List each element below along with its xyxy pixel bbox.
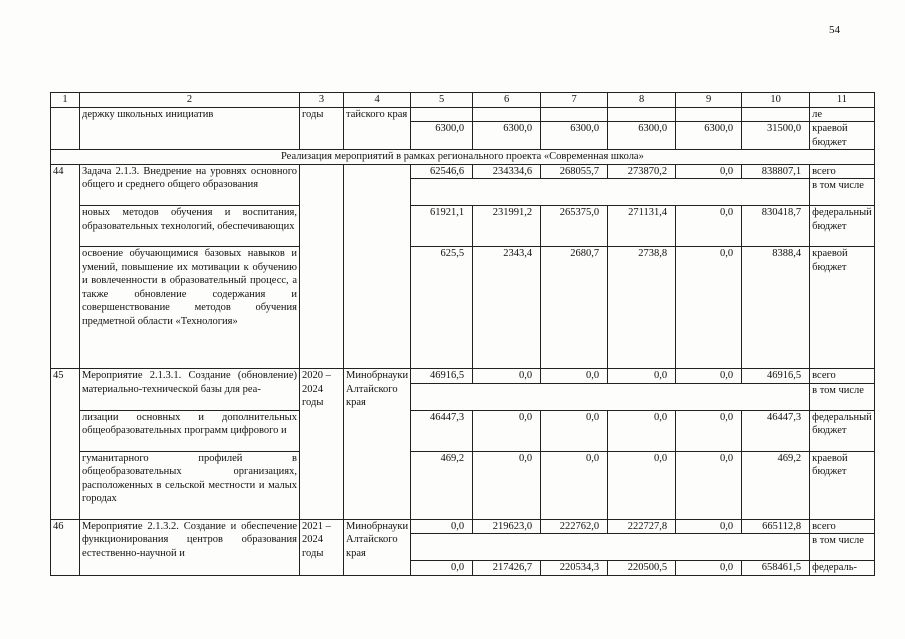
value-cell [742, 107, 810, 122]
funding-type-cell: всего [810, 164, 875, 179]
row-number-cell: 46 [51, 519, 80, 575]
value-cell [473, 107, 541, 122]
value-cell: 231991,2 [473, 206, 541, 247]
header-cell: 7 [541, 93, 608, 108]
value-cell: 0,0 [411, 519, 473, 534]
value-cell: 8388,4 [742, 247, 810, 369]
description-cell: Мероприятие 2.1.3.2. Создание и обеспечение функционирования центров образования естественно-научной и [80, 519, 300, 575]
years-cell: 2021 – 2024 годы [300, 519, 344, 575]
header-cell: 11 [810, 93, 875, 108]
value-cell: 0,0 [676, 369, 742, 384]
value-cell: 46916,5 [742, 369, 810, 384]
table-row [51, 369, 875, 384]
value-cell: 265375,0 [541, 206, 608, 247]
years-cell [300, 164, 344, 369]
executor-cell [344, 164, 411, 369]
row-number-cell: 44 [51, 164, 80, 369]
funding-type-cell: краевой бюджет [810, 247, 875, 369]
value-cell [411, 107, 473, 122]
budget-table [50, 92, 875, 576]
value-cell: 469,2 [411, 451, 473, 519]
executor-cell: тайского края [344, 107, 411, 150]
header-cell: 2 [80, 93, 300, 108]
value-cell: 271131,4 [608, 206, 676, 247]
description-cell: новых методов обучения и воспитания, образовательных технологий, обеспечивающих [80, 206, 300, 247]
value-cell [411, 383, 810, 410]
description-cell: гуманитарного профилей в общеобразовательных организациях, расположенных в сельской местности и малых городах [80, 451, 300, 519]
table-row [51, 107, 875, 122]
value-cell: 46916,5 [411, 369, 473, 384]
executor-cell: Минобрнауки Алтайского края [344, 519, 411, 575]
value-cell: 220500,5 [608, 561, 676, 576]
funding-type-cell: в том числе [810, 534, 875, 561]
header-cell: 1 [51, 93, 80, 108]
executor-cell: Минобрнауки Алтайского края [344, 369, 411, 520]
value-cell: 2738,8 [608, 247, 676, 369]
value-cell: 31500,0 [742, 122, 810, 150]
header-cell: 3 [300, 93, 344, 108]
value-cell: 0,0 [541, 451, 608, 519]
value-cell: 0,0 [473, 369, 541, 384]
header-cell: 8 [608, 93, 676, 108]
funding-type-cell: федеральный бюджет [810, 410, 875, 451]
header-cell: 9 [676, 93, 742, 108]
page-number: 54 [829, 24, 840, 36]
value-cell: 0,0 [676, 519, 742, 534]
funding-type-cell: ле [810, 107, 875, 122]
value-cell: 0,0 [676, 561, 742, 576]
value-cell: 0,0 [608, 369, 676, 384]
value-cell: 625,5 [411, 247, 473, 369]
value-cell: 6300,0 [608, 122, 676, 150]
row-number-cell [51, 107, 80, 150]
value-cell: 6300,0 [411, 122, 473, 150]
value-cell: 0,0 [676, 164, 742, 179]
table-row [51, 247, 875, 369]
value-cell: 0,0 [411, 561, 473, 576]
value-cell: 46447,3 [411, 410, 473, 451]
section-row [51, 150, 875, 165]
value-cell: 2343,4 [473, 247, 541, 369]
funding-type-cell: краевой бюджет [810, 122, 875, 150]
years-cell: годы [300, 107, 344, 150]
value-cell: 0,0 [608, 451, 676, 519]
section-title: Реализация мероприятий в рамках регионального проекта «Современная школа» [51, 150, 875, 165]
header-cell: 4 [344, 93, 411, 108]
value-cell: 222762,0 [541, 519, 608, 534]
funding-type-cell: в том числе [810, 383, 875, 410]
header-cell: 6 [473, 93, 541, 108]
table-row [51, 519, 875, 534]
value-cell: 234334,6 [473, 164, 541, 179]
value-cell [608, 107, 676, 122]
value-cell: 658461,5 [742, 561, 810, 576]
value-cell [411, 534, 810, 561]
value-cell: 222727,8 [608, 519, 676, 534]
value-cell: 6300,0 [541, 122, 608, 150]
value-cell: 61921,1 [411, 206, 473, 247]
table-row [51, 410, 875, 451]
value-cell: 830418,7 [742, 206, 810, 247]
header-cell: 10 [742, 93, 810, 108]
description-cell: лизации основных и дополнительных общеобразовательных программ цифрового и [80, 410, 300, 451]
value-cell [411, 179, 810, 206]
header-cell: 5 [411, 93, 473, 108]
description-cell: Задача 2.1.3. Внедрение на уровнях основного общего и среднего общего образования [80, 164, 300, 206]
table-row [51, 164, 875, 179]
description-cell: держку школьных инициатив [80, 107, 300, 150]
value-cell: 0,0 [676, 451, 742, 519]
value-cell: 2680,7 [541, 247, 608, 369]
table-row [51, 206, 875, 247]
value-cell: 0,0 [676, 206, 742, 247]
header-row [51, 93, 875, 108]
value-cell: 0,0 [541, 410, 608, 451]
value-cell: 0,0 [676, 247, 742, 369]
value-cell: 0,0 [676, 410, 742, 451]
value-cell: 273870,2 [608, 164, 676, 179]
funding-type-cell: всего [810, 369, 875, 384]
value-cell [541, 107, 608, 122]
table-row [51, 451, 875, 519]
description-cell: Мероприятие 2.1.3.1. Создание (обновление) материально-технической базы для реа- [80, 369, 300, 411]
value-cell: 62546,6 [411, 164, 473, 179]
funding-type-cell: федераль- [810, 561, 875, 576]
value-cell: 268055,7 [541, 164, 608, 179]
funding-type-cell: федеральный бюджет [810, 206, 875, 247]
funding-type-cell: краевой бюджет [810, 451, 875, 519]
value-cell: 217426,7 [473, 561, 541, 576]
funding-type-cell: в том числе [810, 179, 875, 206]
row-number-cell: 45 [51, 369, 80, 520]
years-cell: 2020 – 2024 годы [300, 369, 344, 520]
value-cell: 0,0 [541, 369, 608, 384]
value-cell: 6300,0 [473, 122, 541, 150]
value-cell: 220534,3 [541, 561, 608, 576]
value-cell: 0,0 [608, 410, 676, 451]
description-cell: освоение обучающимися базовых навыков и умений, повышение их мотивации к обучению и вовлеченности в образовательный процесс, а также обновление содержания и совершенствование методов обучения предметной области «Технология» [80, 247, 300, 369]
value-cell: 0,0 [473, 451, 541, 519]
value-cell: 469,2 [742, 451, 810, 519]
value-cell: 46447,3 [742, 410, 810, 451]
value-cell [676, 107, 742, 122]
value-cell: 219623,0 [473, 519, 541, 534]
value-cell: 838807,1 [742, 164, 810, 179]
value-cell: 0,0 [473, 410, 541, 451]
value-cell: 6300,0 [676, 122, 742, 150]
funding-type-cell: всего [810, 519, 875, 534]
value-cell: 665112,8 [742, 519, 810, 534]
